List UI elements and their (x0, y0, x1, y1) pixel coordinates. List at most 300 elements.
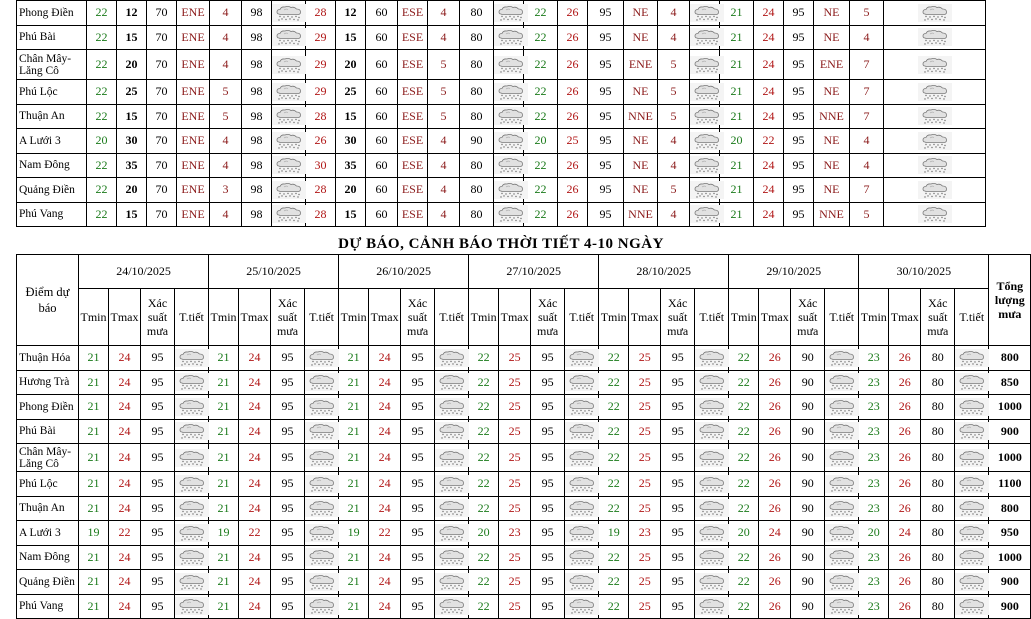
tmax-cell: 24 (239, 472, 271, 497)
tmin-cell: 23 (859, 570, 889, 595)
tmax-cell: 24 (239, 570, 271, 595)
data-cell: 22 (524, 25, 558, 50)
short-range-forecast-table (16, 0, 986, 227)
weather-cell (825, 370, 859, 395)
rain-cloud-icon (175, 524, 208, 542)
data-cell: 95 (588, 202, 624, 227)
tmin-cell: 21 (209, 570, 239, 595)
data-cell: 15 (336, 202, 366, 227)
rain-probability-cell: 95 (661, 496, 695, 521)
data-cell: ENE (177, 153, 210, 178)
weather-cell (435, 370, 469, 395)
rain-cloud-icon (695, 524, 728, 542)
rain-probability-cell: 95 (141, 496, 175, 521)
data-cell: 4 (428, 1, 460, 26)
location-label: Thuận Hóa (17, 346, 79, 371)
data-cell: ESE (398, 80, 428, 105)
tmax-cell: 24 (369, 570, 401, 595)
tmin-cell: 21 (79, 370, 109, 395)
rain-probability-cell: 95 (271, 346, 305, 371)
weather-cell (175, 570, 209, 595)
location-header: Điểm dự báo (17, 255, 79, 346)
table-row (17, 1, 986, 26)
data-cell: 98 (242, 153, 272, 178)
rain-cloud-icon (435, 422, 468, 440)
tmax-header: Tmax (629, 289, 661, 346)
data-cell: 5 (658, 104, 690, 129)
tmax-header: Tmax (369, 289, 401, 346)
data-cell: NE (814, 153, 850, 178)
rain-cloud-icon (695, 398, 728, 416)
tmax-header: Tmax (239, 289, 271, 346)
rain-probability-cell: 90 (791, 496, 825, 521)
rain-cloud-icon (565, 548, 598, 566)
weather-cell (435, 521, 469, 546)
data-cell: 98 (242, 129, 272, 154)
data-cell: 5 (850, 202, 884, 227)
tmin-cell: 21 (339, 472, 369, 497)
data-cell: 4 (658, 202, 690, 227)
data-cell: 95 (784, 178, 814, 203)
data-cell: ESE (398, 50, 428, 80)
weather-cell (272, 153, 306, 178)
weather-cell (825, 521, 859, 546)
rain-cloud-icon (305, 349, 338, 367)
tmin-cell: 23 (859, 496, 889, 521)
tmin-header: Tmin (469, 289, 499, 346)
rain-cloud-icon (825, 373, 858, 391)
tmax-cell: 26 (759, 395, 791, 420)
total-rain-cell: 800 (989, 496, 1031, 521)
weather-cell (305, 444, 339, 472)
rain-probability-cell: 90 (791, 594, 825, 619)
data-cell: 4 (658, 129, 690, 154)
rain-probability-cell: 95 (271, 496, 305, 521)
tmin-cell: 22 (729, 346, 759, 371)
tmin-cell: 21 (339, 570, 369, 595)
rain-probability-cell: 95 (661, 444, 695, 472)
rain-cloud-icon (825, 422, 858, 440)
data-cell: 25 (336, 80, 366, 105)
data-cell: 70 (147, 1, 177, 26)
rain-cloud-icon (272, 181, 305, 199)
rain-probability-cell: 80 (921, 545, 955, 570)
rain-cloud-icon (305, 548, 338, 566)
weather-cell (695, 346, 729, 371)
tmin-cell: 22 (469, 395, 499, 420)
tmax-cell: 24 (239, 545, 271, 570)
tmax-header: Tmax (109, 289, 141, 346)
tmin-cell: 21 (79, 472, 109, 497)
data-cell: 28 (306, 202, 336, 227)
data-cell: 95 (784, 1, 814, 26)
data-cell: 15 (336, 104, 366, 129)
data-cell: ENE (177, 178, 210, 203)
data-cell: 80 (460, 80, 494, 105)
rain-cloud-icon (695, 422, 728, 440)
subheader-row (17, 289, 1031, 346)
data-cell: 21 (720, 1, 754, 26)
location-label: Phú Vang (17, 202, 87, 227)
rain-cloud-icon (695, 475, 728, 493)
data-cell: 29 (306, 80, 336, 105)
data-cell: 25 (558, 129, 588, 154)
rain-probability-cell: 95 (271, 570, 305, 595)
tmax-cell: 24 (239, 395, 271, 420)
tmin-cell: 22 (729, 570, 759, 595)
data-cell: 21 (720, 25, 754, 50)
tmax-cell: 26 (759, 496, 791, 521)
tmin-cell: 21 (79, 419, 109, 444)
data-cell: 24 (754, 1, 784, 26)
weather-cell (825, 570, 859, 595)
data-cell: 5 (658, 50, 690, 80)
table-row (17, 178, 986, 203)
rain-cloud-icon (565, 524, 598, 542)
data-cell: 4 (850, 153, 884, 178)
data-cell: 22 (87, 1, 117, 26)
tmax-cell: 26 (759, 594, 791, 619)
rain-cloud-icon (690, 83, 719, 101)
tmax-cell: 24 (369, 472, 401, 497)
tmin-cell: 22 (599, 346, 629, 371)
data-cell: ESE (398, 1, 428, 26)
weather-cell (690, 50, 720, 80)
table-row (17, 594, 1031, 619)
tmax-cell: 24 (759, 521, 791, 546)
tmax-cell: 23 (499, 521, 531, 546)
weather-cell (305, 419, 339, 444)
rain-probability-cell: 95 (661, 346, 695, 371)
data-cell: NE (814, 25, 850, 50)
rain-cloud-icon (305, 573, 338, 591)
tmin-cell: 22 (469, 346, 499, 371)
weather-cell (494, 153, 524, 178)
rain-probability-cell: 95 (401, 545, 435, 570)
tmin-cell: 21 (79, 594, 109, 619)
data-cell: 95 (784, 25, 814, 50)
tmin-cell: 21 (209, 545, 239, 570)
tmax-cell: 26 (759, 346, 791, 371)
tmin-cell: 22 (599, 395, 629, 420)
tmax-cell: 24 (369, 545, 401, 570)
tmax-cell: 26 (759, 545, 791, 570)
rain-probability-header: Xác suất mưa (401, 289, 435, 346)
tmax-cell: 26 (889, 395, 921, 420)
rain-cloud-icon (175, 499, 208, 517)
table-row (17, 202, 986, 227)
rain-cloud-icon (565, 449, 598, 467)
table-row (17, 129, 986, 154)
rain-probability-cell: 90 (791, 521, 825, 546)
rain-cloud-icon (175, 573, 208, 591)
data-cell: 28 (306, 178, 336, 203)
rain-cloud-icon (494, 156, 523, 174)
weather-cell (690, 1, 720, 26)
data-cell: 95 (588, 104, 624, 129)
weather-cell (825, 472, 859, 497)
rain-cloud-icon (955, 548, 988, 566)
rain-probability-cell: 90 (791, 444, 825, 472)
rain-cloud-icon (825, 524, 858, 542)
tmin-cell: 19 (599, 521, 629, 546)
rain-probability-cell: 95 (531, 594, 565, 619)
location-label: Phú Bài (17, 419, 79, 444)
weather-cell (695, 419, 729, 444)
data-cell: 22 (87, 80, 117, 105)
rain-cloud-icon (690, 56, 719, 74)
tmax-cell: 24 (239, 346, 271, 371)
rain-probability-cell: 95 (271, 370, 305, 395)
rain-probability-cell: 95 (141, 521, 175, 546)
tmax-cell: 25 (499, 496, 531, 521)
total-rain-cell: 800 (989, 346, 1031, 371)
tmax-cell: 24 (109, 545, 141, 570)
rain-cloud-icon (494, 28, 523, 46)
tmin-cell: 21 (339, 594, 369, 619)
rain-probability-cell: 95 (141, 545, 175, 570)
weather-cell (565, 346, 599, 371)
weather-cell (175, 346, 209, 371)
tmax-cell: 26 (759, 570, 791, 595)
rain-cloud-icon (435, 373, 468, 391)
data-cell: 95 (588, 153, 624, 178)
rain-probability-header: Xác suất mưa (531, 289, 565, 346)
tmax-cell: 24 (369, 370, 401, 395)
date-header: 24/10/2025 (79, 255, 209, 289)
data-cell: 22 (524, 80, 558, 105)
tmin-cell: 22 (469, 444, 499, 472)
rain-cloud-icon (695, 449, 728, 467)
data-cell: 80 (460, 104, 494, 129)
data-cell: ENE (624, 50, 658, 80)
data-cell: 15 (117, 25, 147, 50)
data-cell: 26 (558, 80, 588, 105)
tmax-cell: 26 (889, 570, 921, 595)
weather-cell (305, 496, 339, 521)
total-rain-cell: 1000 (989, 395, 1031, 420)
rain-cloud-icon (955, 373, 988, 391)
location-label: Phú Lộc (17, 472, 79, 497)
weather-cell (690, 80, 720, 105)
tmax-cell: 24 (109, 570, 141, 595)
data-cell: NE (814, 129, 850, 154)
rain-cloud-icon (272, 28, 305, 46)
data-cell: 95 (784, 80, 814, 105)
rain-cloud-icon (272, 4, 305, 22)
rain-cloud-icon (884, 107, 985, 125)
rain-cloud-icon (884, 156, 985, 174)
weather-cell (175, 472, 209, 497)
data-cell: 70 (147, 153, 177, 178)
tmax-cell: 25 (629, 444, 661, 472)
rain-cloud-icon (305, 475, 338, 493)
weather-cell (695, 395, 729, 420)
rain-probability-cell: 80 (921, 496, 955, 521)
tmax-cell: 25 (629, 395, 661, 420)
tmin-cell: 21 (79, 395, 109, 420)
weather-cell (305, 472, 339, 497)
rain-cloud-icon (494, 205, 523, 223)
rain-probability-cell: 95 (401, 419, 435, 444)
data-cell: 98 (242, 50, 272, 80)
rain-cloud-icon (955, 499, 988, 517)
tmax-cell: 25 (629, 594, 661, 619)
weather-cell (305, 545, 339, 570)
tmin-cell: 22 (729, 419, 759, 444)
rain-cloud-icon (494, 83, 523, 101)
tmin-cell: 23 (859, 346, 889, 371)
rain-probability-header: Xác suất mưa (141, 289, 175, 346)
rain-cloud-icon (272, 205, 305, 223)
tmin-cell: 21 (79, 496, 109, 521)
data-cell: 5 (210, 80, 242, 105)
tmax-cell: 24 (369, 444, 401, 472)
rain-cloud-icon (272, 56, 305, 74)
tmax-cell: 24 (369, 594, 401, 619)
weather-cell (955, 444, 989, 472)
rain-cloud-icon (565, 349, 598, 367)
data-cell: 4 (658, 1, 690, 26)
tmax-cell: 26 (889, 419, 921, 444)
tmax-header: Tmax (759, 289, 791, 346)
weather-cell (175, 521, 209, 546)
data-cell: 20 (336, 178, 366, 203)
weather-cell (494, 202, 524, 227)
data-cell: 24 (754, 104, 784, 129)
tmin-header: Tmin (209, 289, 239, 346)
data-cell: 5 (210, 104, 242, 129)
location-label: Hương Trà (17, 370, 79, 395)
tmin-cell: 21 (339, 545, 369, 570)
rain-cloud-icon (565, 573, 598, 591)
total-rain-cell: 1000 (989, 545, 1031, 570)
data-cell: ENE (177, 129, 210, 154)
data-cell: 22 (524, 104, 558, 129)
data-cell: 4 (210, 25, 242, 50)
tmin-header: Tmin (729, 289, 759, 346)
data-cell: 26 (558, 25, 588, 50)
data-cell: 60 (366, 1, 398, 26)
tmax-cell: 25 (499, 594, 531, 619)
data-cell: 12 (117, 1, 147, 26)
tmin-cell: 20 (469, 521, 499, 546)
table-row (17, 496, 1031, 521)
rain-cloud-icon (494, 181, 523, 199)
data-cell: 95 (784, 202, 814, 227)
weather-cell (175, 594, 209, 619)
data-cell: 4 (850, 25, 884, 50)
weather-cell (305, 395, 339, 420)
rain-probability-cell: 95 (401, 472, 435, 497)
rain-probability-cell: 95 (401, 370, 435, 395)
forecast-4-10-day-table (16, 254, 1031, 619)
tmax-cell: 26 (759, 444, 791, 472)
data-cell: NNE (624, 104, 658, 129)
rain-cloud-icon (884, 205, 985, 223)
weather-cell (435, 444, 469, 472)
tmax-cell: 23 (629, 521, 661, 546)
tmin-header: Tmin (859, 289, 889, 346)
rain-probability-cell: 95 (271, 545, 305, 570)
tmin-cell: 22 (599, 419, 629, 444)
total-rain-cell: 950 (989, 521, 1031, 546)
table-row (17, 570, 1031, 595)
data-cell: 21 (720, 178, 754, 203)
tmax-cell: 25 (499, 545, 531, 570)
table-row (17, 444, 1031, 472)
rain-cloud-icon (690, 132, 719, 150)
data-cell: ESE (398, 129, 428, 154)
weather-cell (825, 444, 859, 472)
data-cell: 20 (720, 129, 754, 154)
weather-cell (494, 80, 524, 105)
data-cell: 22 (87, 178, 117, 203)
tmax-cell: 26 (759, 370, 791, 395)
rain-cloud-icon (305, 449, 338, 467)
tmin-cell: 23 (859, 444, 889, 472)
weather-cell (884, 80, 986, 105)
weather-cell (175, 444, 209, 472)
tmax-cell: 25 (629, 419, 661, 444)
rain-cloud-icon (435, 597, 468, 615)
location-label: Phú Bài (17, 25, 87, 50)
rain-cloud-icon (825, 499, 858, 517)
location-label: A Lưới 3 (17, 521, 79, 546)
rain-probability-cell: 95 (661, 395, 695, 420)
tmax-cell: 25 (499, 346, 531, 371)
rain-cloud-icon (955, 449, 988, 467)
data-cell: 26 (558, 202, 588, 227)
data-cell: 60 (366, 202, 398, 227)
tmin-cell: 21 (339, 419, 369, 444)
data-cell: 5 (428, 80, 460, 105)
rain-cloud-icon (565, 398, 598, 416)
data-cell: 26 (558, 1, 588, 26)
rain-cloud-icon (955, 475, 988, 493)
tmin-cell: 22 (729, 395, 759, 420)
rain-cloud-icon (690, 107, 719, 125)
rain-probability-cell: 95 (531, 521, 565, 546)
rain-probability-cell: 80 (921, 521, 955, 546)
weather-cell (955, 472, 989, 497)
rain-cloud-icon (565, 422, 598, 440)
rain-cloud-icon (695, 548, 728, 566)
data-cell: 24 (754, 25, 784, 50)
weather-cell (695, 496, 729, 521)
data-cell: NE (624, 153, 658, 178)
rain-cloud-icon (690, 181, 719, 199)
location-label: Chân Mây-Lăng Cô (17, 444, 79, 472)
weather-cell (955, 545, 989, 570)
rain-probability-cell: 95 (271, 395, 305, 420)
data-cell: 5 (428, 104, 460, 129)
data-cell: 28 (306, 104, 336, 129)
data-cell: 22 (87, 153, 117, 178)
weather-cell (884, 50, 986, 80)
tmin-cell: 22 (469, 419, 499, 444)
rain-probability-cell: 95 (531, 472, 565, 497)
tmax-cell: 24 (239, 594, 271, 619)
weather-cell (825, 545, 859, 570)
rain-cloud-icon (494, 56, 523, 74)
rain-cloud-icon (695, 349, 728, 367)
weather-cell (175, 370, 209, 395)
weather-cell (494, 178, 524, 203)
tmin-cell: 22 (599, 496, 629, 521)
data-cell: 60 (366, 80, 398, 105)
weather-cell (565, 594, 599, 619)
